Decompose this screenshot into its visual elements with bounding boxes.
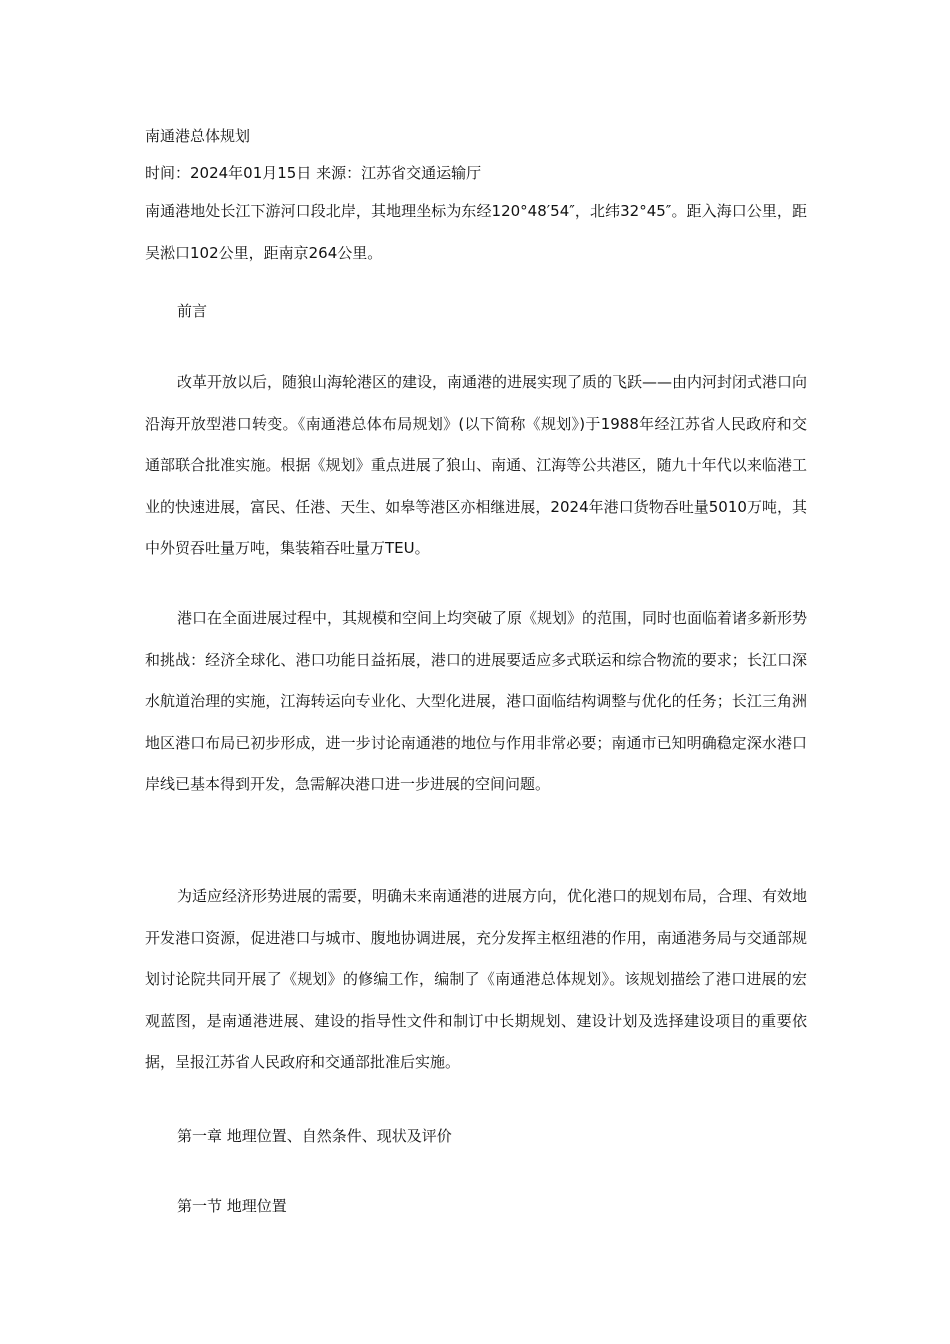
body-paragraph: 为适应经济形势进展的需要，明确未来南通港的进展方向，优化港口的规划布局，合理、有效地开发港口资源，促进港口与城市、腹地协调进展，充分发挥主枢纽港的作用，南通港务局与交通部规划讨论院共同开展了《规划》的修编工作，编制了《南通港总体规划》。该规划描绘了港口进展的宏观蓝图，是南通港进展、建设的指导性文件和制订中长期规划、建设计划及选择建设项目的重要依据，呈报江苏省人民政府和交通部批准后实施。 xyxy=(145,887,808,1071)
publish-meta: 时间：2024年01月15日 来源：江苏省交通运输厅 xyxy=(145,164,482,182)
chapter-heading: 第一章 地理位置、自然条件、现状及评价 xyxy=(177,1127,452,1145)
section-heading: 第一节 地理位置 xyxy=(177,1197,287,1215)
body-paragraph: 港口在全面进展过程中，其规模和空间上均突破了原《规划》的范围，同时也面临着诸多新形势和挑战：经济全球化、港口功能日益拓展，港口的进展要适应多式联运和综合物流的要求；长江口深水航道治理的实施，江海转运向专业化、大型化进展，港口面临结构调整与优化的任务；长江三角洲地区港口布局已初步形成，进一步讨论南通港的地位与作用非常必要；南通市已知明确稳定深水港口岸线已基本得到开发，急需解决港口进一步进展的空间问题。 xyxy=(145,609,808,793)
document-title: 南通港总体规划 xyxy=(145,127,251,145)
body-paragraph: 改革开放以后，随狼山海轮港区的建设，南通港的进展实现了质的飞跃——由内河封闭式港口向沿海开放型港口转变。《南通港总体布局规划》(以下简称《规划》)于1988年经江苏省人民政府和交通部联合批准实施。根据《规划》重点进展了狼山、南通、江海等公共港区，随九十年代以来临港工业的快速进展，富民、任港、天生、如皋等港区亦相继进展，2024年港口货物吞吐量5010万吨，其中外贸吞吐量万吨，集装箱吞吐量万TEU。 xyxy=(145,373,808,557)
location-paragraph: 南通港地处长江下游河口段北岸，其地理坐标为东经120°48′54″，北纬32°45″。距入海口公里，距吴淞口102公里，距南京264公里。 xyxy=(145,202,807,262)
preface-heading: 前言 xyxy=(177,302,208,320)
